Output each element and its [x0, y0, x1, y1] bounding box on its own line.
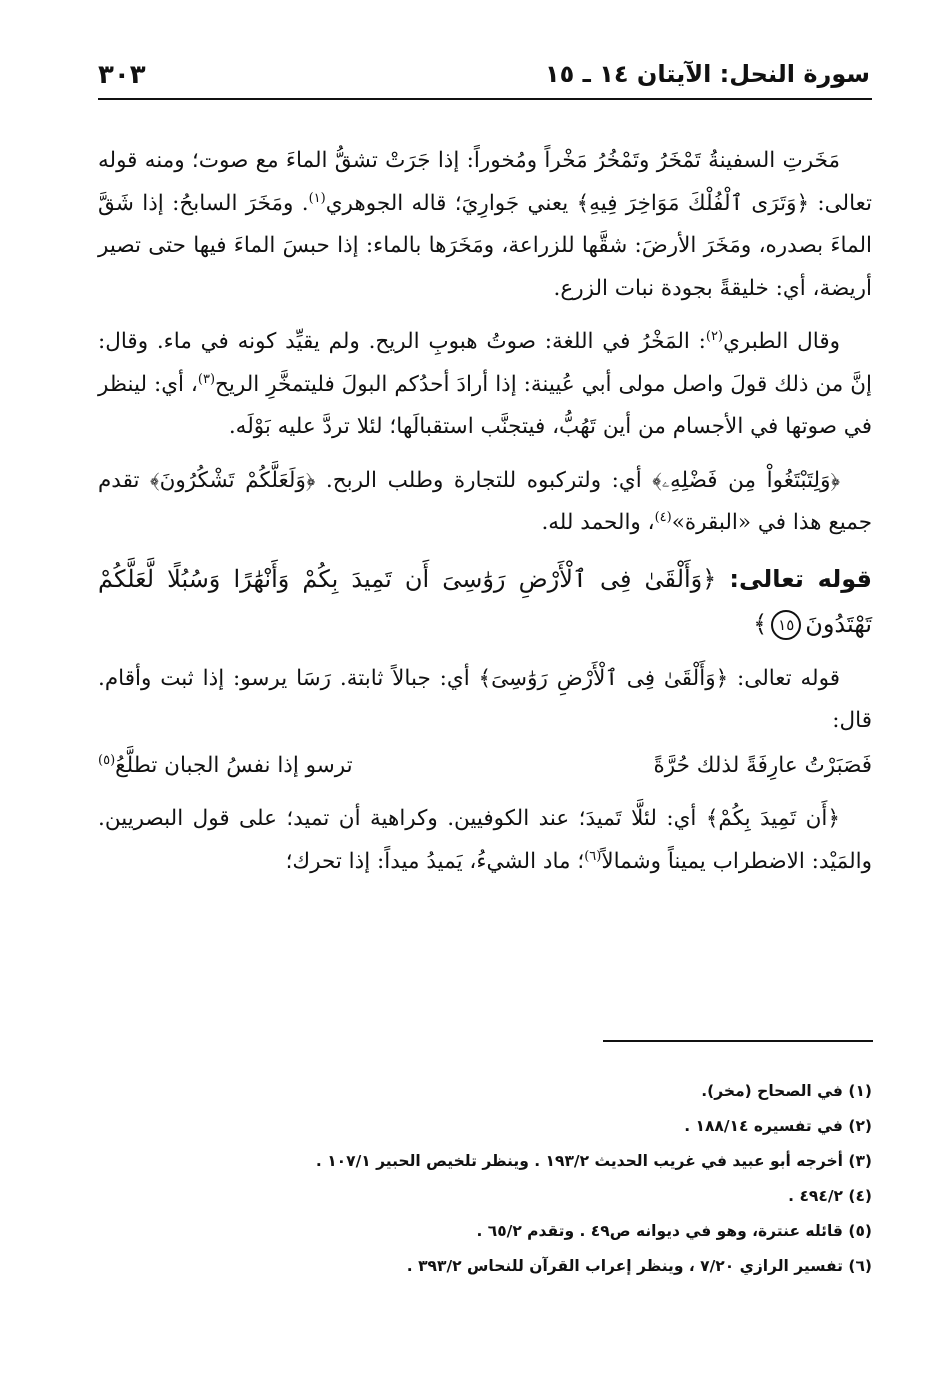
footnote-item: (٤) ٤٩٤/٢ . — [788, 1187, 872, 1205]
footnote-ref-2: (٢) — [705, 328, 724, 344]
paragraph-rawasi — [98, 658, 872, 743]
verse-number-marker: ١٥ — [771, 610, 801, 640]
poem-verse — [98, 745, 872, 788]
poem-second-hemistich: ترسو إذا نفسُ الجبان تطلَّعُ$^{(٥)}$ — [98, 752, 353, 778]
paragraph-fadl — [98, 460, 872, 545]
footnote-ref-3: (٣) — [197, 371, 216, 387]
paragraph-tamid — [98, 798, 872, 883]
paragraph-text: . ومَخَرَ السابحُ: إذا شَقَّ الماءَ بصدره، ومَخَرَ الأرضَ: شقَّها للزراعة، ومَخَرَها بالماء: إذا حبسَ الماءَ فيها حتى تصير أريضة، أي: خليقةً بجودة نبات الزرع. — [98, 190, 872, 301]
paragraph-text: قوله تعالى: ﴿وَأَلْقَىٰ فِى ٱلْأَرْضِ رَوَٰسِىَ﴾ أي: جبالاً ثابتة. رَسَا يرسو: إذا ثبت وأقام. قال: — [98, 665, 872, 733]
paragraph-text: ؛ ماد الشيءُ، يَميدُ ميداً: إذا تحرك؛ — [285, 848, 585, 874]
footnote-ref-4: (٤) — [654, 509, 672, 525]
running-head: سورة النحل: الآيتان ١٤ ـ ١٥ — [545, 60, 870, 88]
paragraph-text: : المَخْرُ في اللغة: صوتُ هبوبِ الريح. ولم يقيِّد كونه في ماء. وقال: إنَّ من ذلك قولَ واصل مولى أبي عُيينة: إذا أرادَ أحدُكم البولَ فليتمخَّرِ الريح — [98, 329, 872, 397]
paragraph-text: مَخَرتِ السفينةُ تَمْخَرُ وتَمْخُرُ مَخْراً ومُخوراً: إذا جَرَتْ تشقُّ الماءَ مع صوت؛ ومنه قوله تعالى: ﴿وَتَرَى ٱلْفُلْكَ مَوَاخِرَ فِيهِ﴾ يعني جَوارِيَ؛ قاله الجوهري — [98, 148, 873, 216]
footnote-item: (١) في الصحاح (مخر). — [701, 1082, 872, 1100]
footnote-item: (٦) تفسير الرازي ٧/٢٠ ، وينظر إعراب القرآن للنحاس ٣٩٣/٢ . — [406, 1257, 872, 1275]
page-number: ٣٠٣ — [98, 60, 146, 90]
footnote-separator — [603, 1040, 873, 1042]
poem-first-hemistich: فَصَبَرْتُ عارِفَةً لذلك حُرَّةً — [653, 752, 872, 778]
verse-close: ﴾ — [753, 609, 768, 638]
paragraph-tabari — [98, 321, 872, 449]
footnote-ref-1: (١) — [308, 190, 326, 206]
footnote-ref-6: (٦) — [584, 848, 602, 864]
paragraph-text: ، أي: لينظر في صوتها في الأجسام من أين تَهُبُّ، فيتجنَّب استقبالَها؛ لئلا تردَّ عليه بَوْلَه. — [98, 371, 872, 439]
main-text — [98, 140, 872, 883]
header-rule — [98, 98, 872, 100]
paragraph-makhr — [98, 140, 872, 310]
footnote-item: (٣) أخرجه أبو عبيد في غريب الحديث ١٩٣/٢ . وينظر تلخيص الحبير ١٠٧/١ . — [315, 1152, 872, 1170]
footnote-ref-5: (٥) — [98, 752, 116, 768]
page-header — [98, 58, 870, 94]
footnote-item: (٥) قائله عنترة، وهو في ديوانه ص٤٩ . وتقدم ٦٥/٢ . — [476, 1222, 872, 1240]
paragraph-text: ﴿وَلِتَبْتَغُواْ مِن فَضْلِهِۦ﴾ أي: ولتركبوه للتجارة وطلب الربح. ﴿وَلَعَلَّكُمْ تَشْكُرُونَ﴾ تقدم جميع هذا في «البقرة» — [98, 467, 872, 535]
paragraph-text: وقال الطبري — [723, 329, 840, 354]
footnote-item: (٢) في تفسيره ١٨٨/١٤ . — [684, 1117, 872, 1135]
verse-text: ﴿وَأَلْقَىٰ فِى ٱلْأَرْضِ رَوَٰسِىَ أَن تَمِيدَ بِكُمْ وَأَنْهَٰرًا وَسُبُلًا لَّعَلَّكُمْ تَهْتَدُونَ — [98, 564, 872, 638]
paragraph-text: ﴿أَن تَمِيدَ بِكُمْ﴾ أي: لئلَّا تَميدَ؛ عند الكوفيين. وكراهية أن تميد؛ على قول البصريين. والمَيْد: الاضطراب يميناً وشمالاً — [98, 806, 872, 874]
footnotes — [98, 1074, 872, 1284]
verse-heading — [98, 557, 872, 647]
paragraph-text: ، والحمد لله. — [541, 510, 655, 535]
verse-lead: قوله تعالى: — [729, 564, 872, 593]
